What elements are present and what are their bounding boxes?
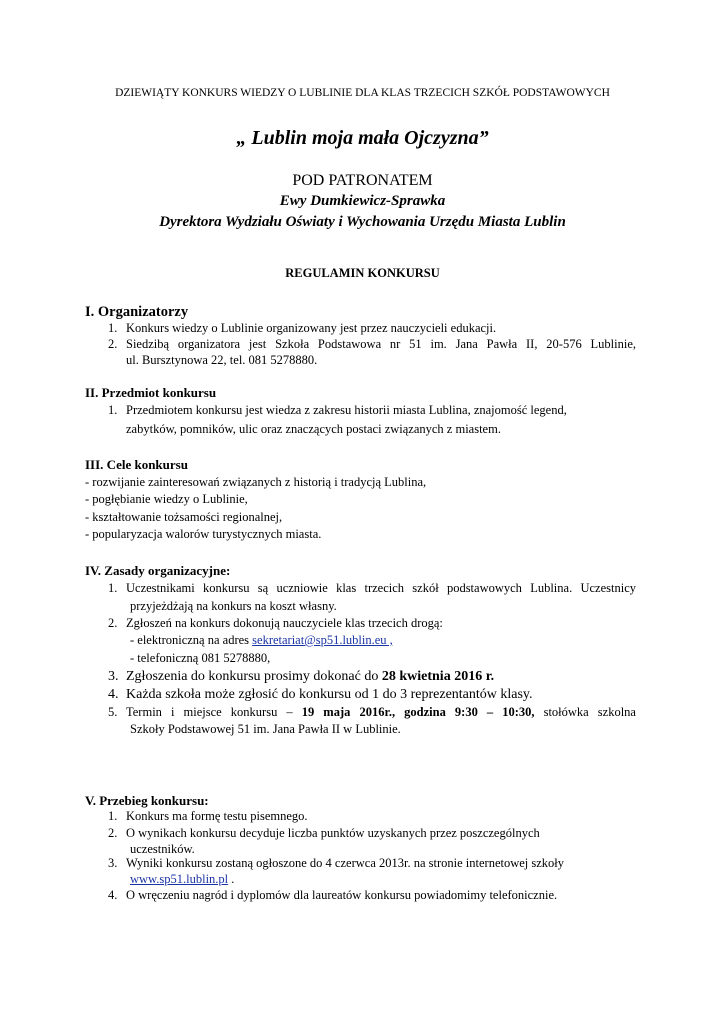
section-heading-course: V. Przebieg konkursu: <box>85 793 209 808</box>
document-header: DZIEWIĄTY KONKURS WIEDZY O LUBLINIE DLA KLAS TRZECICH SZKÓŁ PODSTAWOWYCH <box>115 87 610 99</box>
list-item: 4. Każda szkoła może zgłosić do konkursu od 1 do 3 reprezentantów klasy. <box>108 687 533 702</box>
email-link[interactable]: sekretariat@sp51.lublin.eu , <box>252 633 393 647</box>
list-item: 2. Siedzibą organizatora jest Szkoła Podstawowa nr 51 im. Jana Pawła II, 20-576 Lublinie, <box>108 337 636 351</box>
regulamin-title: REGULAMIN KONKURSU <box>285 266 440 280</box>
link-line: www.sp51.lublin.pl . <box>130 872 235 886</box>
goal-line: - kształtowanie tożsamości regionalnej, <box>85 510 283 524</box>
list-item-continuation: ul. Bursztynowa 22, tel. 081 5278880. <box>126 353 318 367</box>
list-item: 3. Zgłoszenia do konkursu prosimy dokonać do 28 kwietnia 2016 r. <box>108 669 495 684</box>
list-item-continuation: Szkoły Podstawowej 51 im. Jana Pawła II w Lublinie. <box>130 722 401 736</box>
list-item: 2. Zgłoszeń na konkurs dokonują nauczyciele klas trzecich drogą: <box>108 616 443 630</box>
goal-line: - popularyzacja walorów turystycznych miasta. <box>85 527 322 541</box>
list-item: 4. O wręczeniu nagród i dyplomów dla laureatów konkursu powiadomimy telefonicznie. <box>108 888 558 902</box>
list-item-continuation: uczestników. <box>130 842 195 856</box>
list-item: 2. O wynikach konkursu decyduje liczba punktów uzyskanych przez poszczególnych <box>108 826 540 840</box>
list-item: 1. Przedmiotem konkursu jest wiedza z zakresu historii miasta Lublina, znajomość legend, <box>108 403 567 417</box>
list-item: 5. Termin i miejsce konkursu – 19 maja 2016r., godzina 9:30 – 10:30, stołówka szkolna <box>108 705 636 719</box>
section-heading-rules: IV. Zasady organizacyjne: <box>85 563 231 578</box>
email-line: - elektroniczną na adres sekretariat@sp51.lublin.eu , <box>130 633 393 647</box>
section-heading-subject: II. Przedmiot konkursu <box>85 385 217 400</box>
goal-line: - pogłębianie wiedzy o Lublinie, <box>85 492 248 506</box>
list-item-continuation: przyjeżdżają na konkurs na koszt własny. <box>130 599 337 613</box>
list-item: 1. Konkurs ma formę testu pisemnego. <box>108 809 308 823</box>
phone-line: - telefoniczną 081 5278880, <box>130 651 271 665</box>
goal-line: - rozwijanie zainteresowań związanych z historią i tradycją Lublina, <box>85 475 427 489</box>
list-item: 3. Wyniki konkursu zostaną ogłoszone do 4 czerwca 2013r. na stronie internetowej szkoły <box>108 856 565 870</box>
list-item: 1. Uczestnikami konkursu są uczniowie klas trzecich szkół podstawowych Lublina. Uczestnicy <box>108 581 636 595</box>
list-item: 1. Konkurs wiedzy o Lublinie organizowany jest przez nauczycieli edukacji. <box>108 321 497 335</box>
patron-name: Ewy Dumkiewicz-Sprawka <box>279 193 446 209</box>
section-heading-goals: III. Cele konkursu <box>85 457 188 472</box>
list-item-continuation: zabytków, pomników, ulic oraz znaczących postaci związanych z miastem. <box>126 422 501 436</box>
section-heading-organizers: I. Organizatorzy <box>85 304 189 320</box>
school-website-link[interactable]: www.sp51.lublin.pl <box>130 872 229 886</box>
patronage-label: POD PATRONATEM <box>292 172 433 189</box>
patron-role: Dyrektora Wydziału Oświaty i Wychowania Urzędu Miasta Lublin <box>159 214 566 230</box>
page-title: „ Lublin moja mała Ojczyzna” <box>236 127 489 149</box>
